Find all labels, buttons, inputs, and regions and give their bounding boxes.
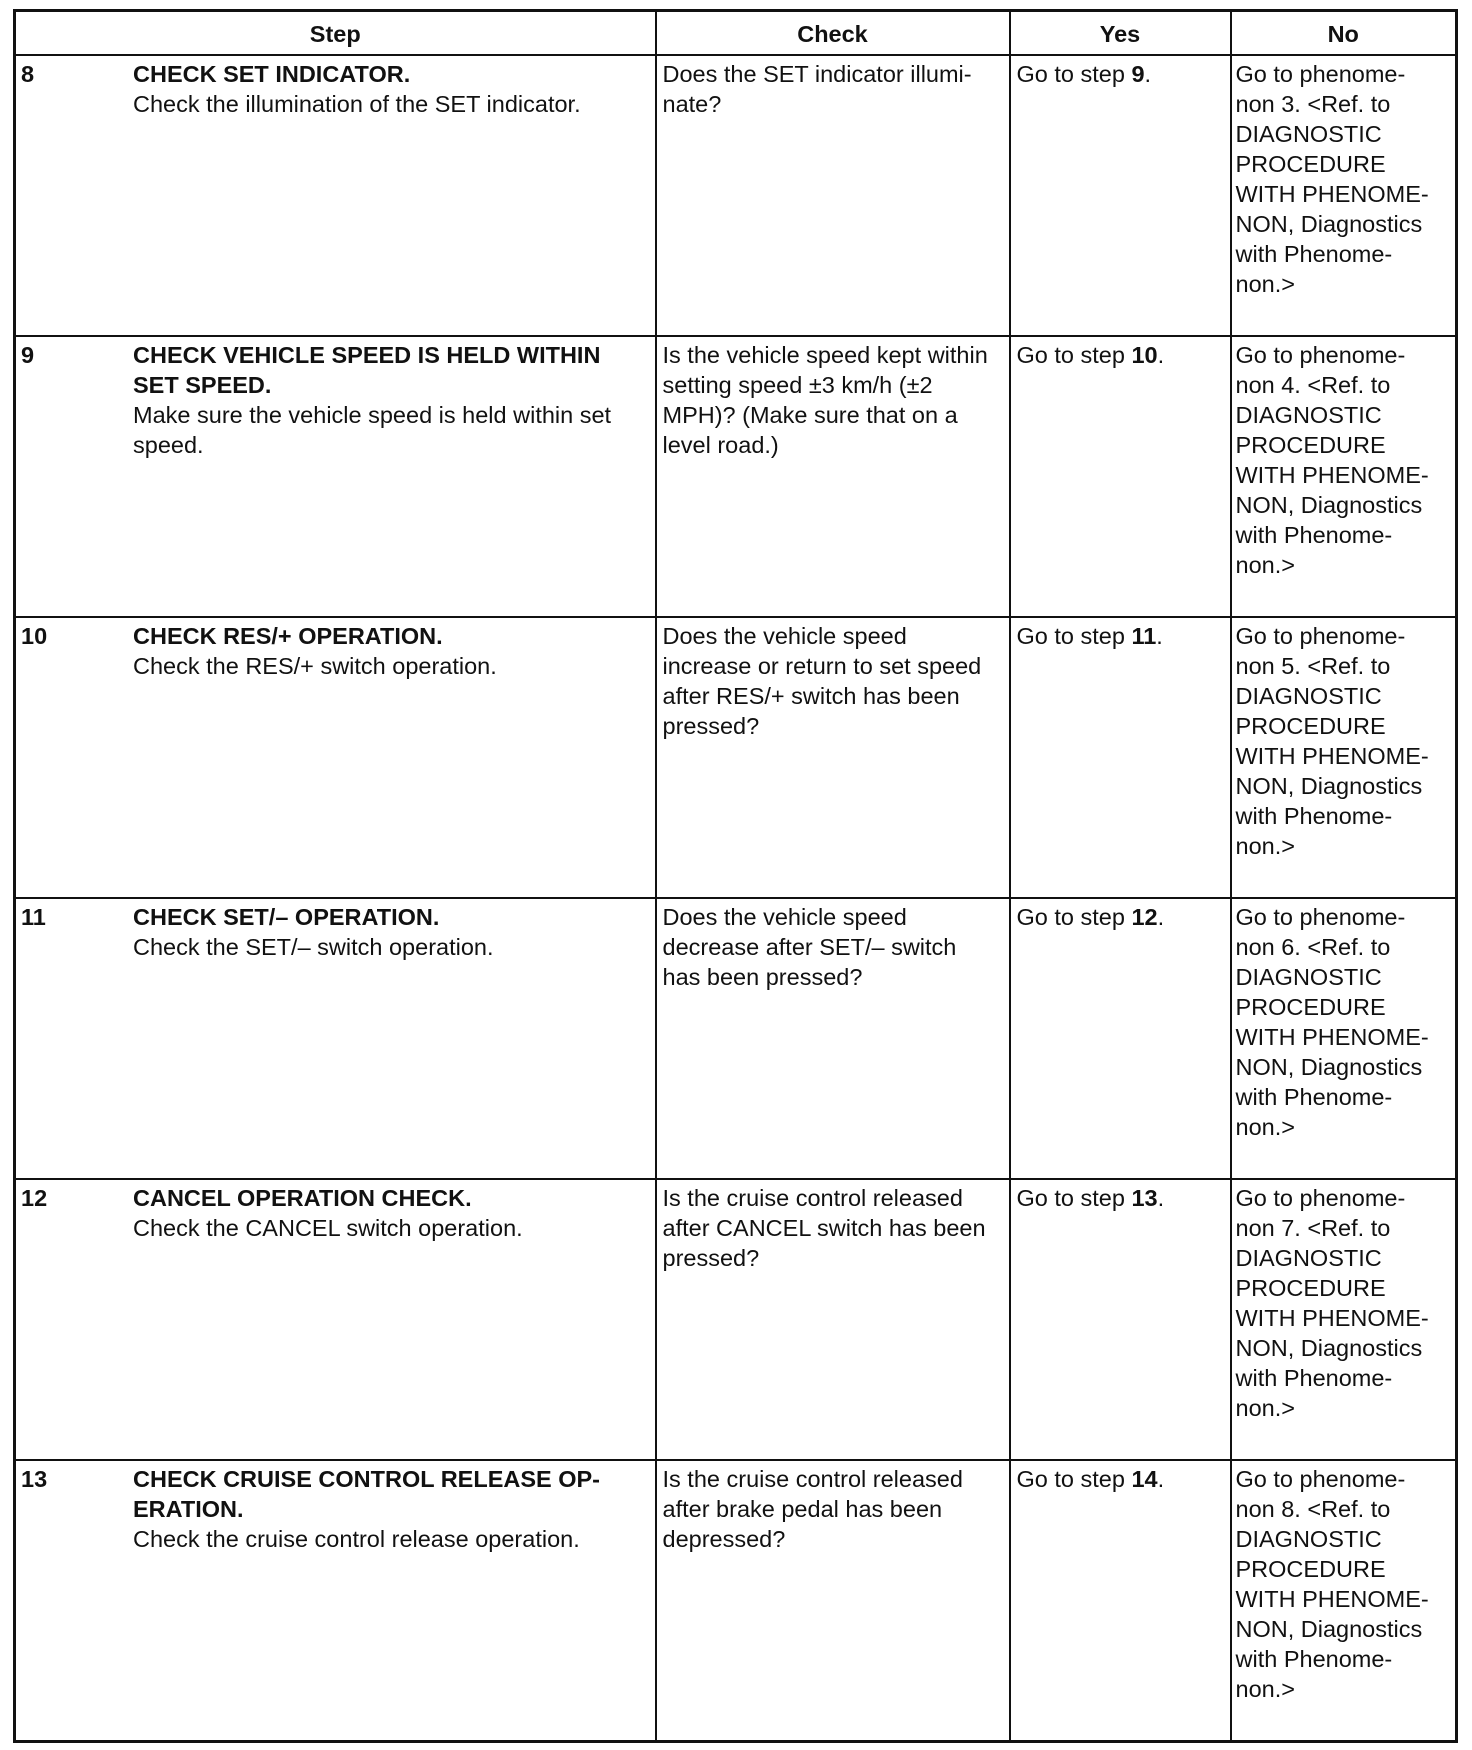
- step-number: 8: [21, 61, 35, 87]
- step-description: Check the RES/+ switch operation.: [133, 653, 497, 679]
- step-number: 13: [21, 1466, 48, 1492]
- yes-suffix: .: [1157, 342, 1165, 368]
- step-title: CHECK SET INDICATOR.: [133, 61, 411, 87]
- step-description: Make sure the vehicle speed is held within set speed.: [133, 402, 612, 458]
- step-number: 12: [21, 1185, 48, 1211]
- header-row: [15, 11, 1457, 56]
- yes-cell: [1010, 898, 1231, 1179]
- no-cell: Go to phenome- non 5. <Ref. to DIAGNOSTIC PROCEDURE WITH PHENOME- NON, Diagnostics with Phenome- non.>: [1231, 617, 1457, 898]
- yes-prefix: Go to step: [1016, 1185, 1132, 1211]
- yes-prefix: Go to step: [1016, 904, 1132, 930]
- yes-step-number: 9: [1131, 61, 1145, 87]
- yes-suffix: .: [1157, 1185, 1165, 1211]
- step-title: CHECK RES/+ OPERATION.: [133, 623, 443, 649]
- step-description: Check the CANCEL switch operation.: [133, 1215, 523, 1241]
- yes-cell: [1010, 1460, 1231, 1741]
- step-number: 10: [21, 623, 48, 649]
- yes-step-number: 10: [1131, 342, 1158, 368]
- check-cell: Is the vehicle speed kept within setting speed ±3 km/h (±2 MPH)? (Make sure that on a level road.): [656, 336, 1010, 617]
- yes-suffix: .: [1144, 61, 1152, 87]
- header-no: No: [1231, 11, 1457, 56]
- step-description: Check the illumination of the SET indicator.: [133, 91, 581, 117]
- no-cell: Go to phenome- non 3. <Ref. to DIAGNOSTIC PROCEDURE WITH PHENOME- NON, Diagnostics with Phenome- non.>: [1231, 55, 1457, 336]
- table-row: [15, 336, 1457, 617]
- table-row: [15, 1460, 1457, 1741]
- yes-step-number: 14: [1131, 1466, 1158, 1492]
- yes-suffix: .: [1156, 623, 1163, 649]
- table-row: [15, 617, 1457, 898]
- yes-step-number: 11: [1131, 623, 1157, 649]
- yes-prefix: Go to step: [1016, 342, 1132, 368]
- step-number: 11: [21, 904, 46, 930]
- yes-suffix: .: [1157, 1466, 1165, 1492]
- step-cell: [15, 617, 656, 898]
- check-cell: Does the vehicle speed decrease after SET/– switch has been pressed?: [656, 898, 1010, 1179]
- no-cell: Go to phenome- non 7. <Ref. to DIAGNOSTIC PROCEDURE WITH PHENOME- NON, Diagnostics with Phenome- non.>: [1231, 1179, 1457, 1460]
- yes-cell: [1010, 1179, 1231, 1460]
- header-step: Step: [15, 11, 656, 56]
- yes-step-number: 13: [1131, 1185, 1158, 1211]
- step-title: CHECK VEHICLE SPEED IS HELD WITHIN SET SPEED.: [133, 342, 601, 398]
- yes-prefix: Go to step: [1016, 61, 1132, 87]
- table-row: [15, 1179, 1457, 1460]
- step-cell: [15, 1179, 656, 1460]
- header-yes: Yes: [1010, 11, 1231, 56]
- step-cell: [15, 336, 656, 617]
- yes-step-number: 12: [1131, 904, 1158, 930]
- check-cell: Does the vehicle speed increase or return to set speed after RES/+ switch has been pressed?: [656, 617, 1010, 898]
- yes-cell: [1010, 617, 1231, 898]
- step-title: CHECK SET/– OPERATION.: [133, 904, 440, 930]
- step-description: Check the SET/– switch operation.: [133, 934, 494, 960]
- step-title: CHECK CRUISE CONTROL RELEASE OP- ERATION.: [133, 1466, 600, 1522]
- check-cell: Is the cruise control released after brake pedal has been depressed?: [656, 1460, 1010, 1741]
- step-number: 9: [21, 342, 35, 368]
- step-cell: [15, 55, 656, 336]
- diagnostic-table: [13, 9, 1458, 1743]
- no-cell: Go to phenome- non 8. <Ref. to DIAGNOSTIC PROCEDURE WITH PHENOME- NON, Diagnostics with Phenome- non.>: [1231, 1460, 1457, 1741]
- step-cell: [15, 1460, 656, 1741]
- header-check: Check: [656, 11, 1010, 56]
- step-description: Check the cruise control release operation.: [133, 1526, 580, 1552]
- no-cell: Go to phenome- non 6. <Ref. to DIAGNOSTIC PROCEDURE WITH PHENOME- NON, Diagnostics with Phenome- non.>: [1231, 898, 1457, 1179]
- yes-suffix: .: [1157, 904, 1165, 930]
- no-cell: Go to phenome- non 4. <Ref. to DIAGNOSTIC PROCEDURE WITH PHENOME- NON, Diagnostics with Phenome- non.>: [1231, 336, 1457, 617]
- yes-prefix: Go to step: [1016, 1466, 1132, 1492]
- step-cell: [15, 898, 656, 1179]
- yes-prefix: Go to step: [1016, 623, 1132, 649]
- check-cell: Is the cruise control released after CANCEL switch has been pressed?: [656, 1179, 1010, 1460]
- check-cell: Does the SET indicator illumi- nate?: [656, 55, 1010, 336]
- table-row: [15, 55, 1457, 336]
- table-row: [15, 898, 1457, 1179]
- step-title: CANCEL OPERATION CHECK.: [133, 1185, 472, 1211]
- yes-cell: [1010, 336, 1231, 617]
- yes-cell: [1010, 55, 1231, 336]
